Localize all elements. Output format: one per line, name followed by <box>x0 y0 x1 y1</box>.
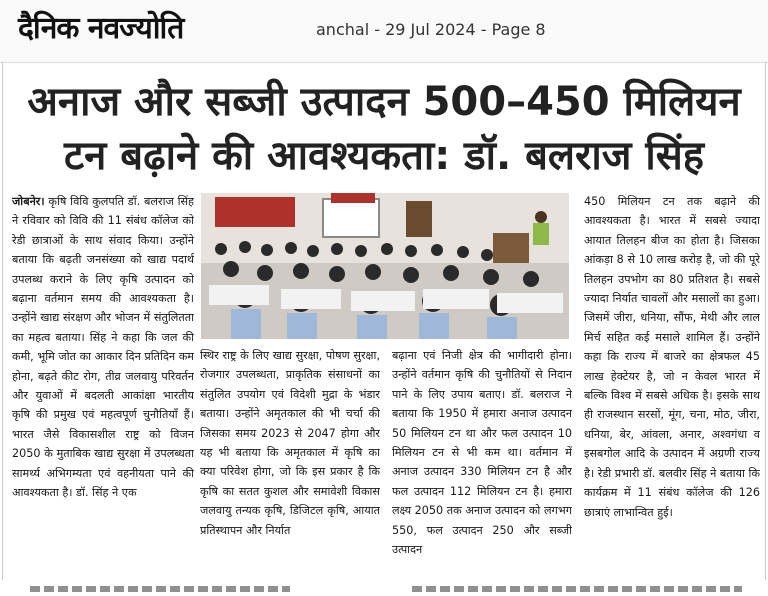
edition-line: anchal - 29 Jul 2024 - Page 8 <box>316 20 546 39</box>
cut-text-right <box>412 586 742 592</box>
cut-text-left <box>30 586 290 592</box>
headline-line-1: अनाज और सब्जी उत्पादन 500–450 मिलियन <box>27 79 741 125</box>
classroom-photo <box>201 193 569 339</box>
article-column-2: स्थिर राष्ट्र के लिए खाद्य सुरक्षा, पोषण सुरक्षा, रोजगार उपलब्धता, प्राकृतिक संसाधनों का संतुलित उपयोग एवं विदेशी मुद्रा के भंडार बताया। उन्होंने अमृतकाल की भी चर्चा की जिसका समय 2023 से 2047 होगा और यह भी बताया कि अमृतकाल में कृषि का क्या परिवेश होगा, जो कि इस प्रकार है कि कृषि का सतत कुशल और समावेशी विकास जलवायु तन्यक कृषि, डिजिटल कृषि, आयात प्रतिस्थापन और निर्यात <box>200 349 380 537</box>
column-text: कृषि विवि कुलपति डॉ. बलराज सिंह ने रविवार को विवि की 11 संबंध कॉलेज को रेडी छात्राओं के साथ संवाद किया। उन्होंने बताया कि बढ़ती जनसंख्या को खाद्य पदार्थ उपलब्ध कराने के लिए कृषि उत्पादन को बढ़ाना वर्तमान समय की आवश्यकता है। उन्होंने खाद्य संरक्षण और भोजन में संतुलितता का महत्व बताया। सिंह ने कहा कि जल की कमी, भूमि जोत का आकार दिन प्रतिदिन कम होना, बढ़ते कीट रोग, तीव्र जलवायु परिवर्तन और युवाओं में बदलती आकांक्षा भारतीय कृषि की प्रमुख एवं महत्वपूर्ण चुनौतियाँ हैं। भारत जैसे विकासशील राष्ट्र को विजन 2050 के मुताबिक खाद्य सुरक्षा में उपलब्धता सामर्थ्य अभिगम्यता एवं वहनीयता पाने की आवश्यकता है। डॉ. सिंह ने एक <box>12 195 194 500</box>
headline-line-2: टन बढ़ाने की आवश्यकता: डॉ. बलराज सिंह <box>63 133 705 179</box>
masthead <box>0 0 768 63</box>
article-column-4: 450 मिलियन टन तक बढ़ाने की आवश्यकता है। भारत में सबसे ज्यादा आयात तिलहन बीज का होता है। जिसका आंकड़ा 8 से 10 लाख करोड़ है, जो की पूरे तिलहन उपभोग का 80 प्रतिशत है। सबसे ज्यादा निर्यात चावलों और मसालों का हुआ। जिसमें जीरा, धनिया, सौंफ, मेथी और लाल मिर्च सहित कई मसाले शामिल हैं। उन्होंने कहा कि राज्य में बाजरे का क्षेत्रफल 45 लाख हेक्टेयर है, जो न केवल भारत में बल्कि विश्व में सबसे अधिक है। इसके साथ ही राजस्थान सरसों, मूंग, चना, मोठ, जीरा, धनिया, बेर, आंवला, अनार, अश्वगंधा व इसबगोल आदि के उत्पादन में अग्रणी राज्य है। रेडी प्रभारी डॉ. बलवीर सिंह ने बताया कि कार्यक्रम में 11 संबंध कॉलेज की 126 छात्राएं लाभान्वित हुई। <box>584 195 760 519</box>
newspaper-name: दैनिक नवज्योति <box>18 11 184 46</box>
dateline: जोबनेर। <box>12 195 45 208</box>
article-photo <box>201 193 569 339</box>
article-column-1 <box>12 192 194 574</box>
article-column-3: बढ़ाना एवं निजी क्षेत्र की भागीदारी होना। उन्होंने वर्तमान कृषि की चुनौतियों से निदान पाने के लिए उपाय बताए। डॉ. बलराज ने बताया कि 1950 में हमारा अनाज उत्पादन 50 मिलियन टन था और फल उत्पादन 10 मिलियन टन से भी कम था। वर्तमान में अनाज उत्पादन 330 मिलियन टन है और फल उत्पादन 112 मिलियन टन है। हमारा लक्ष्य 2050 तक अनाज उत्पादन को लगभग 550, फल उत्पादन 250 और सब्जी उत्पादन <box>392 349 572 557</box>
next-article-cutoff <box>0 580 768 596</box>
